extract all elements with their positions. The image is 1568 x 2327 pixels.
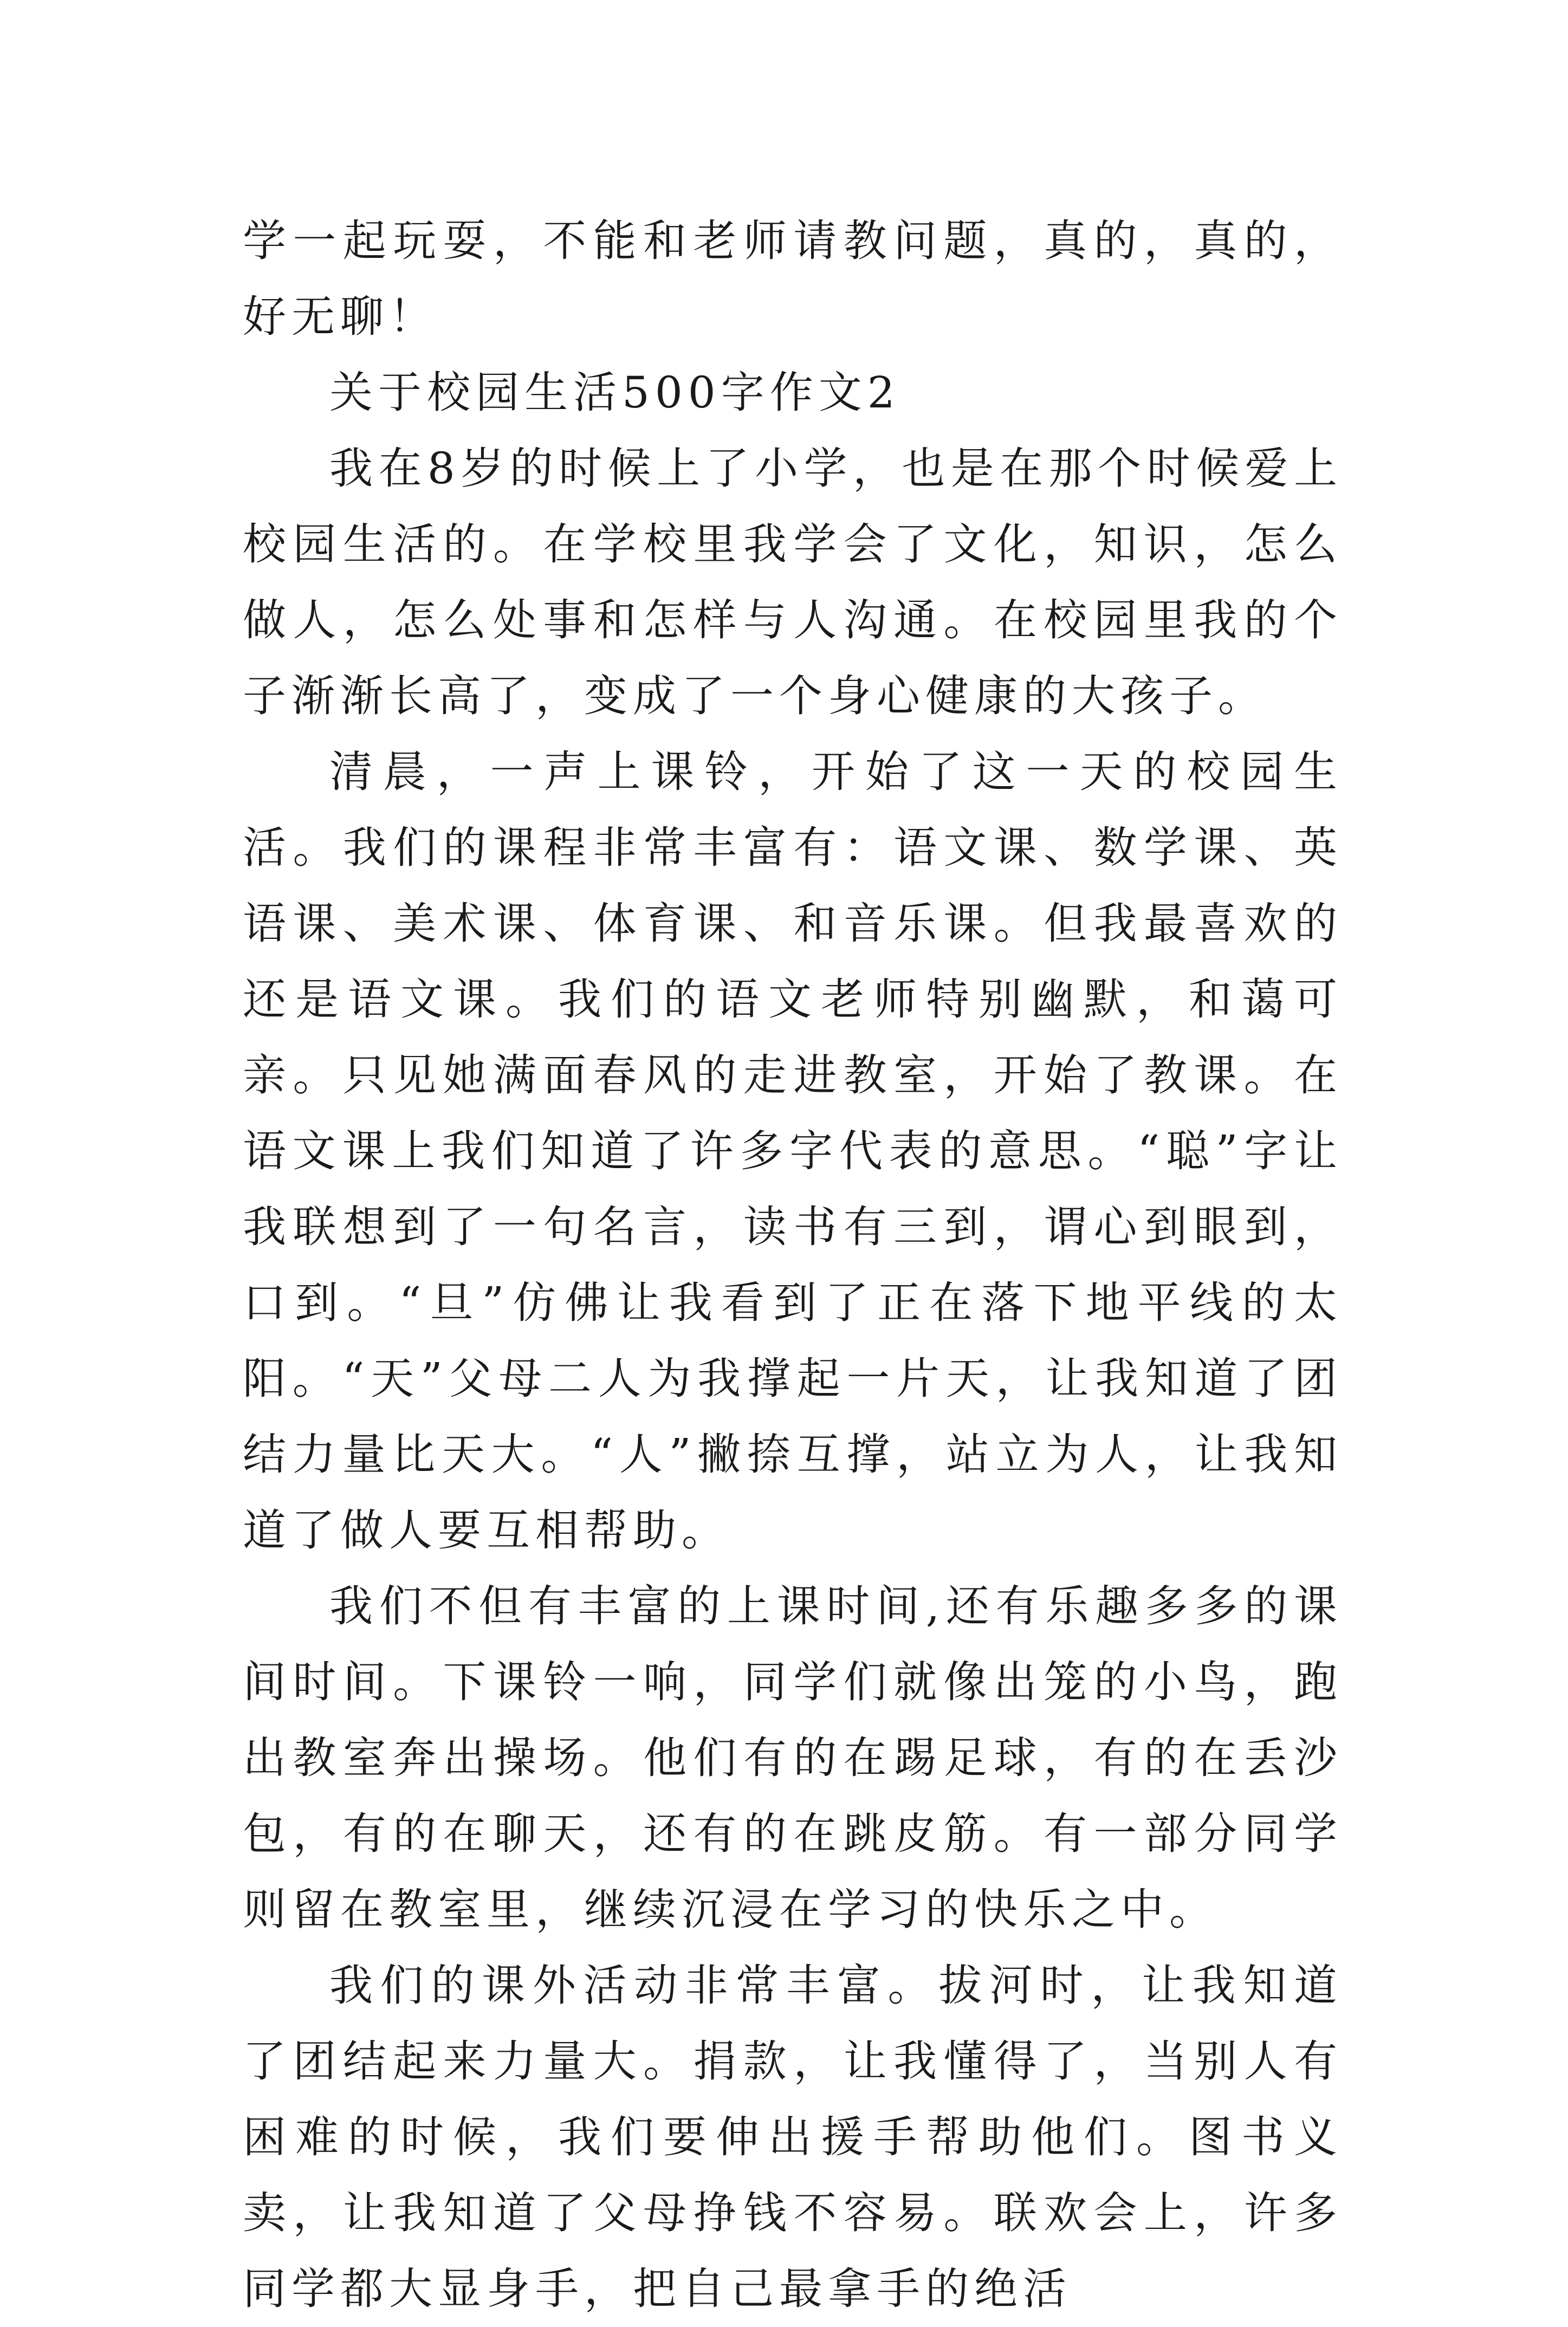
paragraph: 我们的课外活动非常丰富。拔河时，让我知道了团结起来力量大。捐款，让我懂得了，当别人有困难的时候，我们要伸出援手帮助他们。图书义卖，让我知道了父母挣钱不容易。联欢会上，许多同学都大显身手，把自己最拿手的绝活: [243, 1960, 1343, 2314]
document-body: [243, 203, 1343, 2327]
essay-heading: 关于校园生活500字作文2: [329, 367, 900, 418]
paragraph: 我在8岁的时候上了小学，也是在那个时候爱上校园生活的。在学校里我学会了文化，知识，怎么做人，怎么处事和怎样与人沟通。在校园里我的个子渐渐长高了，变成了一个身心健康的大孩子。: [243, 443, 1343, 721]
paragraph: 清晨，一声上课铃，开始了这一天的校园生活。我们的课程非常丰富有：语文课、数学课、英语课、美术课、体育课、和音乐课。但我最喜欢的还是语文课。我们的语文老师特别幽默，和蔼可亲。只见她满面春风的走进教室，开始了教课。在语文课上我们知道了许多字代表的意思。“聪”字让我联想到了一句名言，读书有三到，谓心到眼到，口到。“旦”仿佛让我看到了正在落下地平线的太阳。“天”父母二人为我撑起一片天，让我知道了团结力量比天大。“人”撇捺互撑，站立为人，让我知道了做人要互相帮助。: [243, 747, 1343, 1555]
paragraph: 我们不但有丰富的上课时间,还有乐趣多多的课间时间。下课铃一响，同学们就像出笼的小鸟，跑出教室奔出操场。他们有的在踢足球，有的在丢沙包，有的在聊天，还有的在跳皮筋。有一部分同学则留在教室里，继续沉浸在学习的快乐之中。: [243, 1581, 1343, 1935]
opening-line: 学一起玩耍，不能和老师请教问题，真的，真的，好无聊！: [243, 216, 1343, 342]
